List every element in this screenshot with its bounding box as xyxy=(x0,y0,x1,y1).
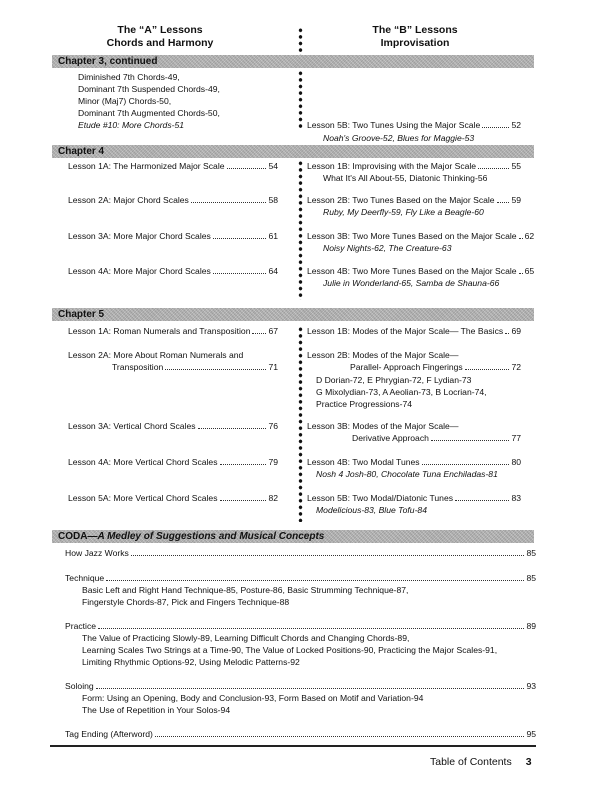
toc-entry[interactable] xyxy=(307,492,521,504)
entry-label: Lesson 3B: Two More Tunes Based on the Major Scale xyxy=(307,231,517,241)
page-number: 76 xyxy=(268,421,278,431)
page-number: 54 xyxy=(268,161,278,171)
dot-leader xyxy=(505,333,509,334)
toc-subentry[interactable]: What It's All About-55, Diatonic Thinking-56 xyxy=(323,173,488,183)
page-number: 67 xyxy=(268,326,278,336)
toc-entry[interactable] xyxy=(68,420,278,432)
dot-leader xyxy=(478,168,509,169)
page-number: 55 xyxy=(511,161,521,171)
entry-label: Lesson 2B: Two Tunes Based on the Major Scale xyxy=(307,195,495,205)
dot-leader xyxy=(131,555,525,556)
chapter-title xyxy=(58,530,324,543)
page-number: 65 xyxy=(524,266,535,276)
entry-label: Lesson 4A: More Vertical Chord Scales xyxy=(68,457,218,467)
toc-entry[interactable] xyxy=(112,361,278,373)
toc-subentry[interactable]: Minor (Maj7) Chords-50, xyxy=(78,96,172,106)
dot-leader xyxy=(482,127,509,128)
toc-subentry[interactable]: Limiting Rhythmic Options-92, Using Melodic Patterns-92 xyxy=(82,657,300,667)
page-number: 89 xyxy=(526,621,536,631)
entry-label: Lesson 1A: Roman Numerals and Transposition xyxy=(68,326,251,336)
toc-entry[interactable] xyxy=(352,432,521,444)
entry-label: Lesson 2A: Major Chord Scales xyxy=(68,195,189,205)
dot-leader xyxy=(191,202,267,203)
page-number: 58 xyxy=(268,195,278,205)
page-number: 61 xyxy=(268,231,278,241)
column-divider xyxy=(298,70,303,130)
dot-leader xyxy=(422,464,510,465)
chapter-title: Chapter 4 xyxy=(58,146,105,157)
toc-entry[interactable] xyxy=(307,325,521,337)
page-number: 59 xyxy=(511,195,521,205)
toc-subentry[interactable]: G Mixolydian-73, A Aeolian-73, B Locrian-74, xyxy=(316,387,487,397)
toc-entry[interactable] xyxy=(65,680,536,692)
page-number: 85 xyxy=(526,548,536,558)
toc-subentry[interactable]: Fingerstyle Chords-87, Pick and Fingers Technique-88 xyxy=(82,597,290,607)
dot-leader xyxy=(497,202,510,203)
toc-entry[interactable] xyxy=(68,194,278,206)
dot-leader xyxy=(106,580,524,581)
entry-label: Practice xyxy=(65,621,97,631)
entry-label: Lesson 4A: More Major Chord Scales xyxy=(68,266,211,276)
toc-subentry[interactable]: Dominant 7th Suspended Chords-49, xyxy=(78,84,220,94)
toc-entry-label[interactable]: Lesson 2A: More About Roman Numerals and xyxy=(68,350,244,360)
toc-entry[interactable] xyxy=(65,728,536,740)
page-number: 64 xyxy=(268,266,278,276)
footer-rule xyxy=(50,745,536,747)
toc-subentry[interactable]: The Use of Repetition in Your Solos-94 xyxy=(82,705,231,715)
toc-subentry[interactable]: D Dorian-72, E Phrygian-72, F Lydian-73 xyxy=(316,375,472,385)
toc-entry[interactable] xyxy=(65,620,536,632)
page-number: 77 xyxy=(511,433,521,443)
entry-label: Lesson 1A: The Harmonized Major Scale xyxy=(68,161,225,171)
entry-label: Lesson 4B: Two Modal Tunes xyxy=(307,457,420,467)
dot-leader xyxy=(198,428,267,429)
entry-label: Soloing xyxy=(65,681,94,691)
toc-entry[interactable] xyxy=(307,119,521,131)
dot-leader xyxy=(252,333,266,334)
toc-subentry[interactable]: Noah's Groove-52, Blues for Maggie-53 xyxy=(323,133,475,143)
page-number: 72 xyxy=(511,362,521,372)
toc-entry[interactable] xyxy=(68,265,278,277)
entry-label: Lesson 5B: Two Tunes Using the Major Scale xyxy=(307,120,481,130)
entry-label: Technique xyxy=(65,573,105,583)
toc-entry[interactable] xyxy=(68,160,278,172)
dot-leader xyxy=(155,736,525,737)
entry-label: Tag Ending (Afterword) xyxy=(65,729,153,739)
page-number: 52 xyxy=(511,120,521,130)
dot-leader xyxy=(519,238,523,239)
page-number: 95 xyxy=(526,729,536,739)
toc-entry[interactable] xyxy=(65,572,536,584)
page-footer xyxy=(430,755,532,769)
chapter-5-banner xyxy=(52,308,534,321)
entry-label: Lesson 5B: Two Modal/Diatonic Tunes xyxy=(307,493,454,503)
toc-subentry[interactable]: Practice Progressions-74 xyxy=(316,399,413,409)
entry-label: Lesson 1B: Improvising with the Major Scale xyxy=(307,161,477,171)
page-number: 62 xyxy=(524,231,535,241)
column-divider xyxy=(298,27,303,55)
footer-page-number: 3 xyxy=(525,756,532,768)
toc-entry-label[interactable]: Lesson 3B: Modes of the Major Scale— xyxy=(307,421,459,431)
page-number: 85 xyxy=(526,573,536,583)
entry-label: How Jazz Works xyxy=(65,548,129,558)
footer-label: Table of Contents xyxy=(430,756,512,768)
chapter-title: Chapter 3, continued xyxy=(58,56,158,67)
toc-subentry[interactable]: Modelicious-83, Blue Tofu-84 xyxy=(316,505,427,515)
toc-subentry[interactable]: The Value of Practicing Slowly-89, Learning Difficult Chords and Changing Chords-89, xyxy=(82,633,410,643)
page-number: 69 xyxy=(511,326,521,336)
toc-entry[interactable] xyxy=(68,456,278,468)
toc-entry[interactable] xyxy=(65,547,536,559)
entry-label: Derivative Approach xyxy=(352,433,429,443)
column-divider xyxy=(298,326,303,522)
column-divider xyxy=(298,160,303,300)
toc-entry[interactable] xyxy=(307,265,535,277)
a-lessons-subtitle: Chords and Harmony xyxy=(106,37,214,49)
toc-subentry[interactable]: Ruby, My Deerfly-59, Fly Like a Beagle-60 xyxy=(323,207,484,217)
entry-label: Lesson 3A: Vertical Chord Scales xyxy=(68,421,196,431)
toc-entry[interactable] xyxy=(307,194,521,206)
chapter-3-banner xyxy=(52,55,534,68)
entry-label: Lesson 5A: More Vertical Chord Scales xyxy=(68,493,218,503)
chapter-4-banner xyxy=(52,145,534,158)
toc-subentry[interactable]: Julie in Wonderland-65, Samba de Shauna-66 xyxy=(323,278,500,288)
entry-label: Lesson 1B: Modes of the Major Scale— The Basics xyxy=(307,326,504,336)
toc-entry[interactable] xyxy=(307,230,535,242)
dot-leader xyxy=(431,440,510,441)
dot-leader xyxy=(465,369,510,370)
entry-label: Parallel- Approach Fingerings xyxy=(350,362,463,372)
toc-subentry[interactable]: Nosh 4 Josh-80, Chocolate Tuna Enchiladas-81 xyxy=(316,469,498,479)
dot-leader xyxy=(220,464,267,465)
toc-subentry[interactable]: Form: Using an Opening, Body and Conclusion-93, Form Based on Motif and Variation-94 xyxy=(82,693,424,703)
coda-subtitle: A Medley of Suggestions and Musical Concepts xyxy=(97,531,325,542)
page-number: 80 xyxy=(511,457,521,467)
toc-entry[interactable] xyxy=(307,160,521,172)
a-lessons-title: The “A” Lessons xyxy=(117,24,203,36)
dot-leader xyxy=(227,168,267,169)
toc-subentry[interactable]: Basic Left and Right Hand Technique-85, Posture-86, Basic Strumming Technique-87, xyxy=(82,585,409,595)
entry-label: Lesson 4B: Two More Tunes Based on the Major Scale xyxy=(307,266,517,276)
page-number: 82 xyxy=(268,493,278,503)
toc-subentry[interactable]: Etude #10: More Chords-51 xyxy=(78,120,185,130)
toc-entry-label[interactable]: Lesson 2B: Modes of the Major Scale— xyxy=(307,350,459,360)
coda-banner xyxy=(52,530,534,543)
dot-leader xyxy=(519,273,523,274)
dot-leader xyxy=(455,500,509,501)
toc-subentry[interactable]: Dominant 7th Augmented Chords-50, xyxy=(78,108,220,118)
toc-entry[interactable] xyxy=(307,456,521,468)
toc-entry[interactable] xyxy=(350,361,521,373)
entry-label: Transposition xyxy=(112,362,164,372)
page-number: 71 xyxy=(268,362,278,372)
chapter-title: Chapter 5 xyxy=(58,309,105,320)
dot-leader xyxy=(220,500,267,501)
toc-entry[interactable] xyxy=(68,230,278,242)
dot-leader xyxy=(165,369,266,370)
toc-subentry[interactable]: Noisy Nights-62, The Creature-63 xyxy=(323,243,452,253)
page-number: 79 xyxy=(268,457,278,467)
page-number: 93 xyxy=(526,681,536,691)
toc-subentry[interactable]: Diminished 7th Chords-49, xyxy=(78,72,180,82)
dot-leader xyxy=(213,273,267,274)
dot-leader xyxy=(213,238,267,239)
page-number: 83 xyxy=(511,493,521,503)
b-lessons-title: The “B” Lessons xyxy=(372,24,458,36)
b-lessons-subtitle: Improvisation xyxy=(380,37,450,49)
toc-subentry[interactable]: Learning Scales Two Strings at a Time-90, The Value of Locked Positions-90, Practicing the Major Scales-91, xyxy=(82,645,498,655)
dot-leader xyxy=(96,688,525,689)
toc-entry[interactable] xyxy=(68,492,278,504)
entry-label: Lesson 3A: More Major Chord Scales xyxy=(68,231,211,241)
toc-entry[interactable] xyxy=(68,325,278,337)
dot-leader xyxy=(98,628,524,629)
coda-title: CODA— xyxy=(58,531,98,542)
